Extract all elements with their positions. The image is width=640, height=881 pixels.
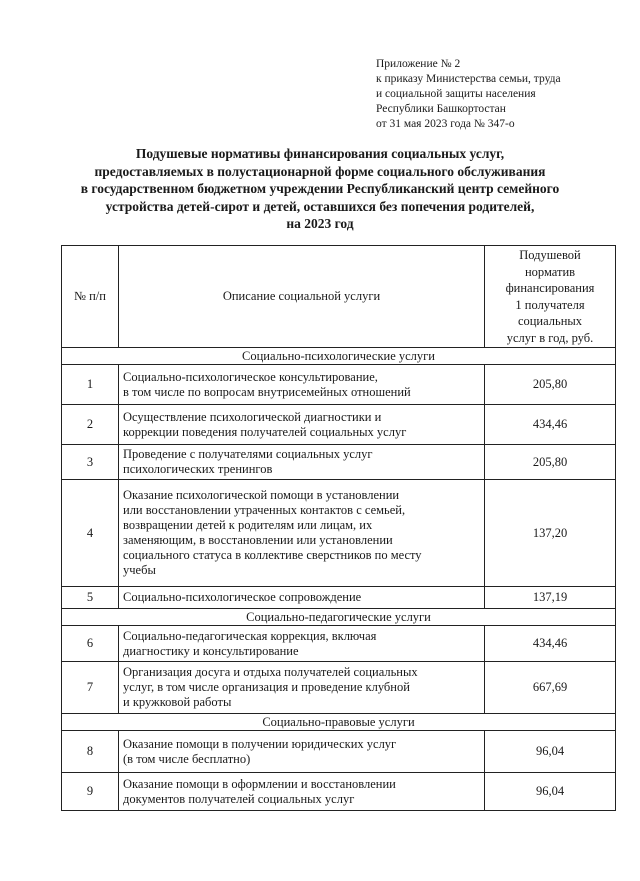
desc-line: Социально-психологическое консультирование, <box>123 369 378 384</box>
table-row <box>62 626 616 662</box>
row-num: 7 <box>62 662 119 714</box>
desc-line: (в том числе бесплатно) <box>123 751 251 766</box>
row-num: 1 <box>62 365 119 405</box>
row-num: 5 <box>62 587 119 609</box>
row-num: 4 <box>62 480 119 587</box>
desc-line: Осуществление психологической диагностики и <box>123 409 382 424</box>
table-row <box>62 662 616 714</box>
desc-line: Организация досуга и отдыха получателей социальных <box>123 665 418 679</box>
table-row <box>62 365 616 405</box>
document-title <box>40 145 600 233</box>
appendix-line: от 31 мая 2023 года № 347-о <box>376 118 515 130</box>
desc-line: и кружковой работы <box>123 695 232 709</box>
row-description <box>119 773 485 811</box>
desc-line: Проведение с получателями социальных услуг <box>123 447 373 461</box>
row-description <box>119 445 485 480</box>
row-description <box>119 480 485 587</box>
appendix-line: к приказу Министерства семьи, труда <box>376 73 561 85</box>
section-title: Социально-психологические услуги <box>62 348 616 365</box>
row-value: 205,80 <box>485 445 616 480</box>
title-line: предоставляемых в полустационарной форме социального обслуживания <box>94 163 546 179</box>
row-description <box>119 626 485 662</box>
title-line: устройства детей-сирот и детей, оставшихся без попечения родителей, <box>105 198 535 214</box>
section-title: Социально-педагогические услуги <box>62 609 616 626</box>
desc-line: заменяющим, в восстановлении или установлении <box>123 533 393 547</box>
section-row <box>62 714 616 731</box>
row-value: 434,46 <box>485 626 616 662</box>
table-header-row <box>62 246 616 348</box>
table-row <box>62 773 616 811</box>
header-num: № п/п <box>62 246 119 348</box>
header-norm-line: Подушевой <box>519 248 581 262</box>
appendix-line: Приложение № 2 <box>376 58 461 70</box>
table-row <box>62 480 616 587</box>
title-line: Подушевые нормативы финансирования социальных услуг, <box>135 146 505 161</box>
row-description <box>119 662 485 714</box>
desc-line: или восстановлении утраченных контактов с семьей, <box>123 503 406 517</box>
desc-line: Социально-психологическое сопровождение <box>123 590 362 604</box>
row-description <box>119 405 485 445</box>
desc-line: психологических тренингов <box>123 462 273 476</box>
header-norm-line: услуг в год, руб. <box>506 330 594 345</box>
row-description <box>119 731 485 773</box>
appendix-line: и социальной защиты населения <box>376 88 536 100</box>
header-norm-line: 1 получателя <box>515 297 585 312</box>
row-value: 137,19 <box>485 587 616 609</box>
desc-line: социального статуса в коллективе сверстников по месту <box>123 548 422 562</box>
desc-line: документов получателей социальных услуг <box>123 791 355 806</box>
header-description: Описание социальной услуги <box>119 246 485 348</box>
row-num: 2 <box>62 405 119 445</box>
appendix-line: Республики Башкортостан <box>376 103 506 115</box>
row-value: 667,69 <box>485 662 616 714</box>
header-norm <box>485 246 616 348</box>
header-norm-line: социальных <box>517 314 583 328</box>
desc-line: коррекции поведения получателей социальных услуг <box>123 424 407 439</box>
header-norm-line: норматив <box>524 264 576 279</box>
table-row <box>62 445 616 480</box>
desc-line: Оказание помощи в получении юридических услуг <box>123 736 397 751</box>
row-value: 205,80 <box>485 365 616 405</box>
table-row <box>62 405 616 445</box>
row-num: 8 <box>62 731 119 773</box>
desc-line: диагностику и консультирование <box>123 643 299 658</box>
row-num: 6 <box>62 626 119 662</box>
services-table <box>61 245 616 811</box>
desc-line: учебы <box>123 563 156 577</box>
desc-line: Социально-педагогическая коррекция, включая <box>123 628 377 643</box>
title-line: на 2023 год <box>286 216 354 231</box>
row-num: 3 <box>62 445 119 480</box>
title-line: в государственном бюджетном учреждении Республиканский центр семейного <box>80 181 560 196</box>
row-value: 96,04 <box>485 773 616 811</box>
desc-line: Оказание помощи в оформлении и восстановлении <box>123 776 396 791</box>
section-row <box>62 348 616 365</box>
desc-line: возвращении детей к родителям или лицам, их <box>123 518 373 532</box>
section-row <box>62 609 616 626</box>
row-value: 434,46 <box>485 405 616 445</box>
desc-line: в том числе по вопросам внутрисемейных отношений <box>123 384 411 399</box>
section-title: Социально-правовые услуги <box>62 714 616 731</box>
appendix-block <box>376 57 626 132</box>
row-description <box>119 587 485 609</box>
header-norm-line: финансирования <box>505 281 595 295</box>
row-value: 96,04 <box>485 731 616 773</box>
desc-line: услуг, в том числе организация и проведение клубной <box>123 680 410 694</box>
desc-line: Оказание психологической помощи в установлении <box>123 488 400 502</box>
table-row <box>62 587 616 609</box>
table-row <box>62 731 616 773</box>
row-value: 137,20 <box>485 480 616 587</box>
row-description <box>119 365 485 405</box>
row-num: 9 <box>62 773 119 811</box>
